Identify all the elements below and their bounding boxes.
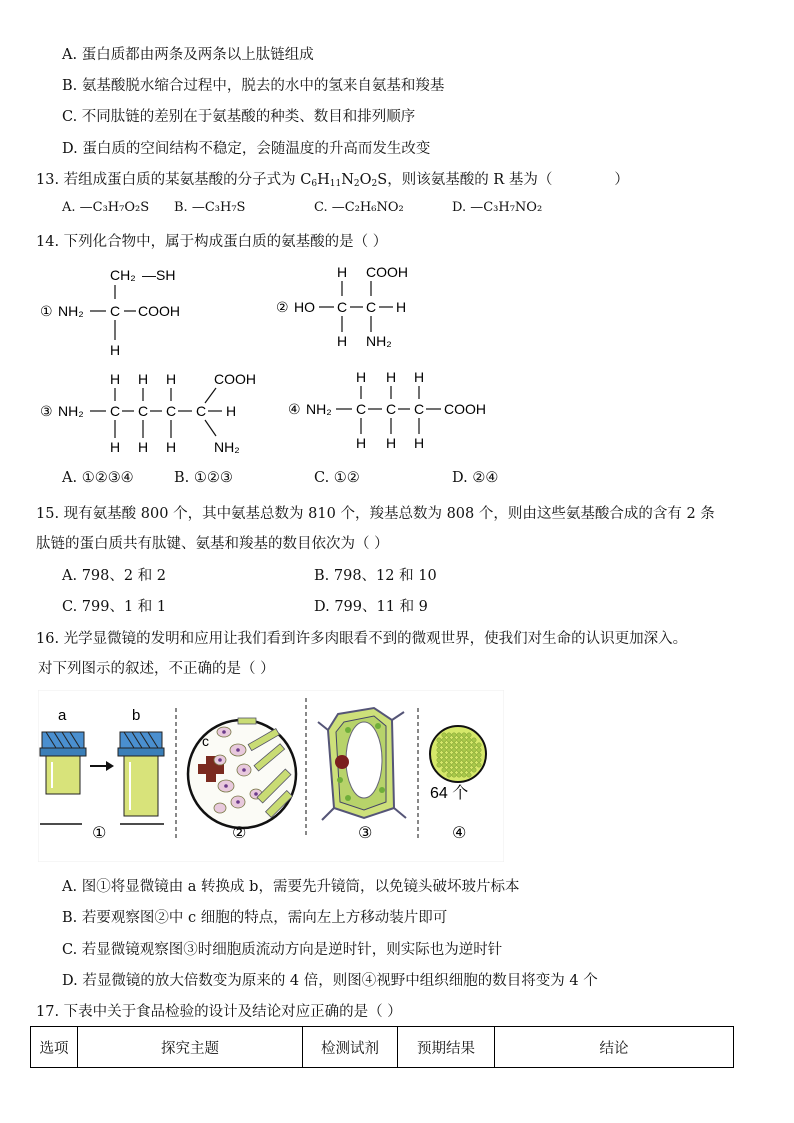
q14-option-d: D. ②④ [452,470,499,486]
q16-option-b: B. 若要观察图②中 c 细胞的特点，需向左上方移动装片即可 [62,910,448,926]
tissue-cell [442,768,446,772]
tissue-cell [452,733,456,737]
mol4-c: C [386,401,397,417]
q13-option-d: D. —C₃H₇NO₂ [452,200,543,215]
tissue-cell [477,753,481,757]
mol2-h-bottom: H [337,333,348,349]
mol4-h: H [386,435,397,451]
objective-b [118,732,164,816]
tissue-cell [457,768,461,772]
q15-option-c: C. 799、1 和 1 [62,599,167,615]
mol1-sh: —SH [142,267,176,283]
tissue-cell [462,753,466,757]
mol4-h: H [356,435,367,451]
q17-table [30,1026,734,1068]
table-header-row [31,1027,734,1068]
panel-4-number: ④ [452,825,467,842]
molecule-4 [286,368,496,458]
q16-stem-line2: 对下列图示的叙述，不正确的是（ ） [38,661,275,677]
formula-sub: 6 [311,179,318,189]
q15-option-b: B. 798、12 和 10 [314,568,437,584]
tissue-cell [442,738,446,742]
label-b: b [132,707,141,724]
mol2-nh2: NH₂ [366,333,392,349]
mol2-c2: C [366,299,377,315]
q16-stem-line1: 16. 光学显微镜的发明和应用让我们看到许多肉眼看不到的微观世界，使我们对生命的认识更加深入。 [36,631,688,647]
objective-a [40,732,86,794]
tissue-cell [472,743,476,747]
q13-stem: 13. 若组成蛋白质的某氨基酸的分子式为 $C_6H_{11}N_2O_2S$，则该氨基酸的 R 基为（ ） [36,172,629,189]
q16-option-d: D. 若显微镜的放大倍数变为原来的 4 倍，则图④视野中组织细胞的数目将变为 4 个 [62,973,598,989]
tissue-cell [447,743,451,747]
formula-el: N [341,172,354,188]
tissue-cell [447,748,451,752]
label-a: a [58,707,67,724]
mol1-h: H [110,342,121,358]
tissue-cell [447,768,451,772]
tissue-cell [462,733,466,737]
molecule-2 [274,262,434,354]
formula-el: S [377,172,388,188]
tissue-cell [452,768,456,772]
tissue-cell [467,773,471,777]
tissue-cell [447,758,451,762]
tissue-cell [457,758,461,762]
tissue-cell [452,773,456,777]
mol3-h: H [166,439,177,455]
q15-option-a: A. 798、2 和 2 [62,568,167,584]
mol1-c: C [110,303,121,319]
tissue-cell [442,748,446,752]
tissue-cell [462,773,466,777]
mol3-c: C [138,403,149,419]
tissue-cell [472,738,476,742]
q12-option-a: A. 蛋白质都由两条及两条以上肽链组成 [62,47,314,63]
q13-stem-part1: 13. 若组成蛋白质的某氨基酸的分子式为 C [36,172,312,188]
tissue-cell [452,758,456,762]
mol2-h-right: H [396,299,407,315]
tissue-cell [462,738,466,742]
q14-option-a: A. ①②③④ [62,470,134,486]
q17-stem: 17. 下表中关于食品检验的设计及结论对应正确的是（ ） [36,1004,402,1020]
tissue-cell [477,758,481,762]
nucleus [335,755,349,769]
mol4-chain [356,369,486,451]
tissue-cell [472,763,476,767]
tissue-cell [442,743,446,747]
mol3-c: C [196,403,207,419]
mol4-h: H [356,369,367,385]
q14-option-b: B. ①②③ [174,470,233,486]
mol4-h: H [386,369,397,385]
tissue-cell [447,733,451,737]
q15-stem-line1: 15. 现有氨基酸 800 个，其中氨基总数为 810 个，羧基总数为 808 个，则由这些氨基酸合成的含有 2 条 [36,506,715,522]
tissue-cell [467,753,471,757]
mol4-c: C [356,401,367,417]
tissue-cell [442,733,446,737]
mol2-h-top: H [337,264,348,280]
tissue-cell [467,733,471,737]
molecule-1 [38,262,208,362]
tissue-cell [472,753,476,757]
molecule-3 [38,370,268,460]
header-conclusion: 结论 [495,1027,734,1068]
q12-option-d: D. 蛋白质的空间结构不稳定，会随温度的升高而发生改变 [62,141,431,157]
mol4-nh2: NH₂ [306,401,332,417]
tissue-cell [442,753,446,757]
mol3-number: ③ [40,403,53,419]
q13-option-a: A. —C₃H₇O₂S [62,200,150,215]
tissue-cell [462,768,466,772]
panel-1-number: ① [92,825,107,842]
header-reagent: 检测试剂 [303,1027,398,1068]
mol3-h: H [110,371,121,387]
mol4-c: C [414,401,425,417]
q15-stem-line2: 肽链的蛋白质共有肽键、氨基和羧基的数目依次为（ ） [36,536,389,552]
mol4-number: ④ [288,401,301,417]
header-option: 选项 [31,1027,78,1068]
q14-stem: 14. 下列化合物中，属于构成蛋白质的氨基酸的是（ ） [36,234,388,250]
tissue-cell [462,748,466,752]
mol3-chain [110,371,256,455]
mol3-nh2b: NH₂ [214,439,240,455]
header-expected: 预期结果 [398,1027,495,1068]
tissue-cell [437,763,441,767]
mol1-nh2: NH₂ [58,303,84,319]
mol2-number: ② [276,299,289,315]
mol1-ch2: CH₂ [110,267,136,283]
q16-option-c: C. 若显微镜观察图③时细胞质流动方向是逆时针，则实际也为逆时针 [62,942,503,958]
panel-2-number: ② [232,825,247,842]
tissue-cell [452,763,456,767]
tissue-cell [457,763,461,767]
tissue-cell [462,758,466,762]
mol2-c1: C [337,299,348,315]
tissue-cell [467,748,471,752]
tissue-cell [457,738,461,742]
tissue-cell [472,758,476,762]
tissue-cell [452,748,456,752]
q12-option-b: B. 氨基酸脱水缩合过程中，脱去的水中的氢来自氨基和羧基 [62,78,445,94]
mol4-h: H [414,369,425,385]
mol4-cooh: COOH [444,401,486,417]
formula-sub: 2 [353,179,360,189]
tissue-cell [462,743,466,747]
tissue-cell [437,743,441,747]
label-c: c [202,733,209,749]
tissue-cell [452,753,456,757]
q13-stem-part3: ） [614,172,629,188]
tissue-cell [457,773,461,777]
mol3-h: H [110,439,121,455]
panel-3-number: ③ [358,825,373,842]
q13-option-b: B. —C₃H₇S [174,200,246,215]
mol3-h: H [138,439,149,455]
tissue-cell [442,763,446,767]
mol2-cooh: COOH [366,264,408,280]
tissue-cell [472,748,476,752]
tissue-cell [447,738,451,742]
mol3-nh2: NH₂ [58,403,84,419]
tissue-cell [457,733,461,737]
mol1-cooh: COOH [138,303,180,319]
tissue-cell [457,743,461,747]
tissue-cell [452,743,456,747]
mol3-h: H [138,371,149,387]
mol2-ho: HO [294,299,315,315]
mol3-c: C [110,403,121,419]
tissue-cell [467,763,471,767]
tissue-cell [477,763,481,767]
q13-stem-part2: ，则该氨基酸的 R 基为（ [387,172,553,188]
tissue-cell [437,758,441,762]
mol3-cooh: COOH [214,371,256,387]
q16-option-a: A. 图①将显微镜由 a 转换成 b，需要先升镜筒，以免镜头破坏玻片标本 [62,879,520,895]
q14-option-c: C. ①② [314,470,360,486]
tissue-cell [442,758,446,762]
tissue-cell [467,743,471,747]
tissue-cell [437,738,441,742]
mol3-h: H [226,403,237,419]
tissue-cell [452,738,456,742]
tissue-cell [457,748,461,752]
q12-option-c: C. 不同肽链的差别在于氨基酸的种类、数目和排列顺序 [62,109,416,125]
tissue-cell [467,758,471,762]
tissue-cell [467,738,471,742]
formula-sub: 11 [329,179,342,189]
tissue-cell [457,753,461,757]
q13-option-c: C. —C₂H₆NO₂ [314,200,404,215]
tissue-cell [472,768,476,772]
tissue-cell [437,753,441,757]
microscope-figure [38,690,504,862]
tissue-cell [447,763,451,767]
formula-el: O [359,172,372,188]
cell-count-label: 64 个 [430,785,469,802]
tissue-cell [477,748,481,752]
tissue-cell [447,753,451,757]
tissue-cell [437,748,441,752]
tissue-cell [477,743,481,747]
header-topic: 探究主题 [78,1027,303,1068]
mol3-h: H [166,371,177,387]
mol4-h: H [414,435,425,451]
tissue-cell [447,773,451,777]
tissue-cell [462,763,466,767]
mol1-number: ① [40,303,53,319]
mol3-c: C [166,403,177,419]
tissue-cell [467,768,471,772]
q15-option-d: D. 799、11 和 9 [314,599,428,615]
formula-sub: 2 [371,179,378,189]
